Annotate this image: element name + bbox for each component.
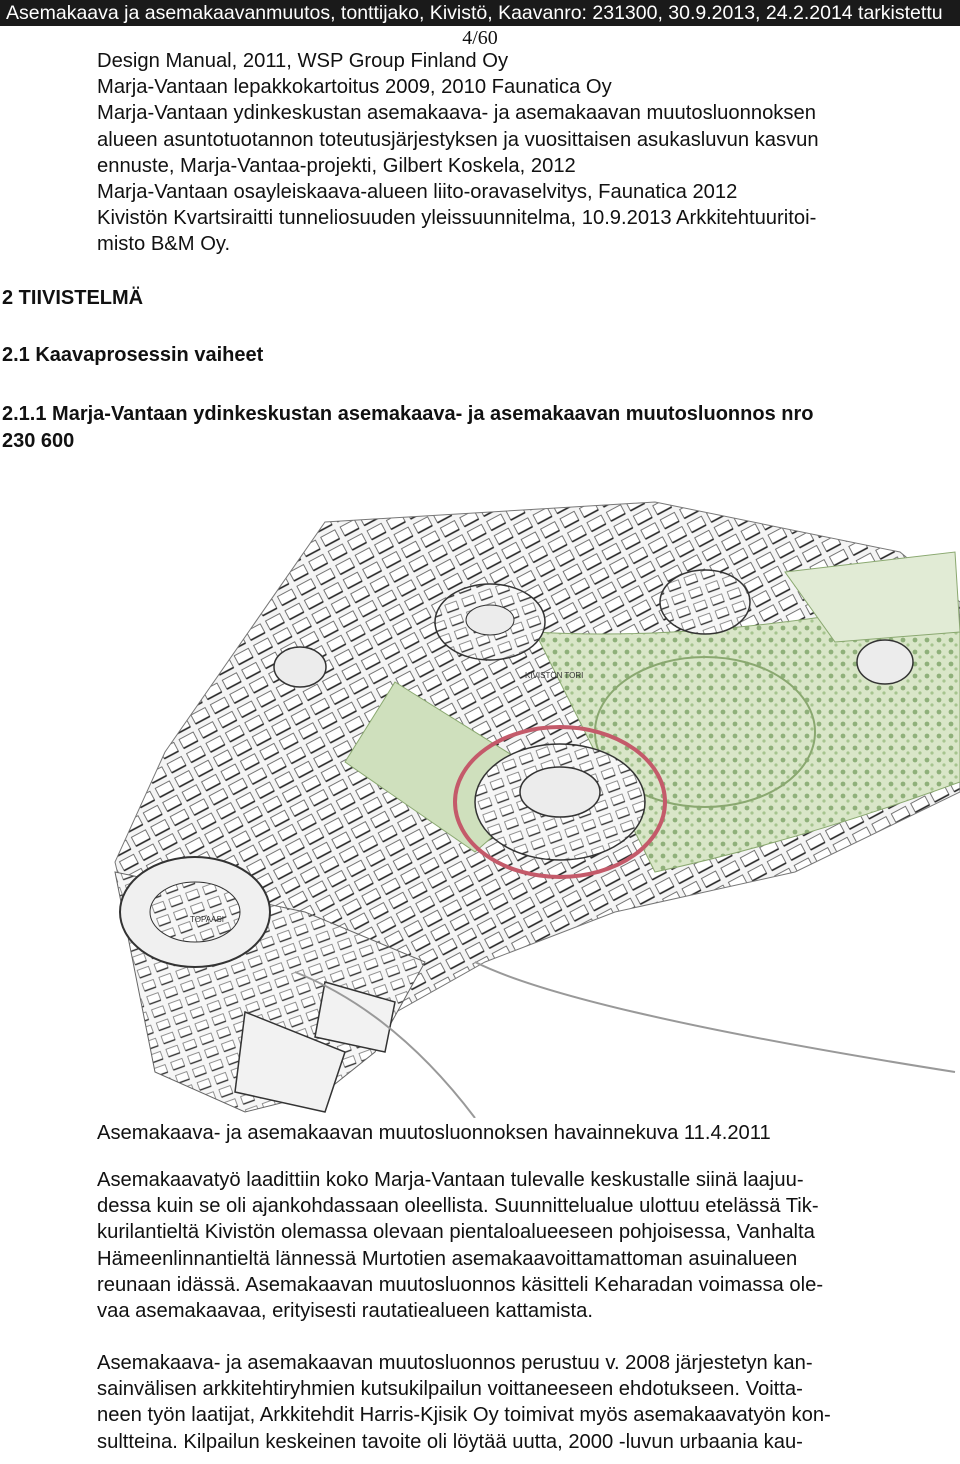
paragraph-line: kurilantieltä Kivistön olemassa olevaan pientaloalueeseen pohjoisessa, Vanhalta [97, 1221, 815, 1244]
paragraph-line: neen työn laatijat, Arkkitehdit Harris-Kjisik Oy toimivat myös asemakaavatyön kon- [97, 1404, 831, 1427]
reference-line: Design Manual, 2011, WSP Group Finland Oy [97, 50, 509, 72]
reference-line: alueen asuntotuotannon toteutusjärjestyksen ja vuosittaisen asukasluvun kasvun [97, 128, 819, 151]
paragraph [97, 1350, 952, 1455]
plaza-label: KIVISTÖN TORI [525, 671, 584, 680]
site-plan-illustration [95, 492, 960, 1118]
paragraph-line: Asemakaava- ja asemakaavan muutosluonnos perustuu v. 2008 järjestetyn kan- [97, 1352, 813, 1374]
header-title: Asemakaava ja asemakaavanmuutos, tonttijako, Kivistö, Kaavanro: 231300, 30.9.2013, 24.2.2014 tarkistettu [6, 2, 943, 24]
subsubsection-heading-line: 230 600 [2, 430, 75, 452]
paragraph-line: dessa kuin se oli ajankohdassaan oleellista. Suunnittelualue ulottuu etelässä Tik- [97, 1195, 819, 1218]
figure-caption: Asemakaava- ja asemakaavan muutosluonnoksen havainnekuva 11.4.2011 [97, 1122, 771, 1144]
page-number: 4/60 [462, 27, 498, 49]
reference-list [97, 48, 947, 258]
subsubsection-heading [2, 401, 952, 455]
paragraph [97, 1167, 952, 1324]
reference-line: misto B&M Oy. [97, 233, 231, 256]
section-heading: 2 TIIVISTELMÄ [2, 287, 144, 309]
paragraph-line: Asemakaavatyö laadittiin koko Marja-Vantaan tulevalle keskustalle siinä laajuu- [97, 1169, 804, 1191]
subsection-heading: 2.1 Kaavaprosessin vaiheet [2, 344, 264, 366]
reference-line: ennuste, Marja-Vantaa-projekti, Gilbert Koskela, 2012 [97, 154, 576, 177]
paragraph-line: Hämeenlinnantieltä lännessä Murtotien asemakaavoittamattoman asuinalueen [97, 1247, 798, 1270]
reference-line: Marja-Vantaan ydinkeskustan asemakaava- ja asemakaavan muutosluonnoksen [97, 102, 816, 125]
paragraph-line: reunaan idässä. Asemakaavan muutosluonnos käsitteli Keharadan voimassa ole- [97, 1273, 824, 1296]
paragraph-line: sultteina. Kilpailun keskeinen tavoite oli löytää uutta, 2000 -luvun urbaania kau- [97, 1430, 803, 1453]
reference-line: Kivistön Kvartsiraitti tunneliosuuden yleissuunnitelma, 10.9.2013 Arkkitehtuuritoi- [97, 207, 817, 230]
document-header [0, 0, 960, 26]
building-label: TOPAASI [190, 915, 224, 924]
paragraph-line: sainvälisen arkkitehtiryhmien kutsukilpailun voittaneeseen ehdotukseen. Voitta- [97, 1378, 803, 1401]
reference-line: Marja-Vantaan lepakkokartoitus 2009, 2010 Faunatica Oy [97, 76, 612, 99]
paragraph-line: vaa asemakaavaa, erityisesti rautatiealueen kattamista. [97, 1300, 593, 1323]
subsubsection-heading-line: 2.1.1 Marja-Vantaan ydinkeskustan asemakaava- ja asemakaavan muutosluonnos nro [2, 403, 814, 425]
site-plan-drawing [95, 492, 960, 1118]
reference-line: Marja-Vantaan osayleiskaava-alueen liito-oravaselvitys, Faunatica 2012 [97, 181, 738, 204]
